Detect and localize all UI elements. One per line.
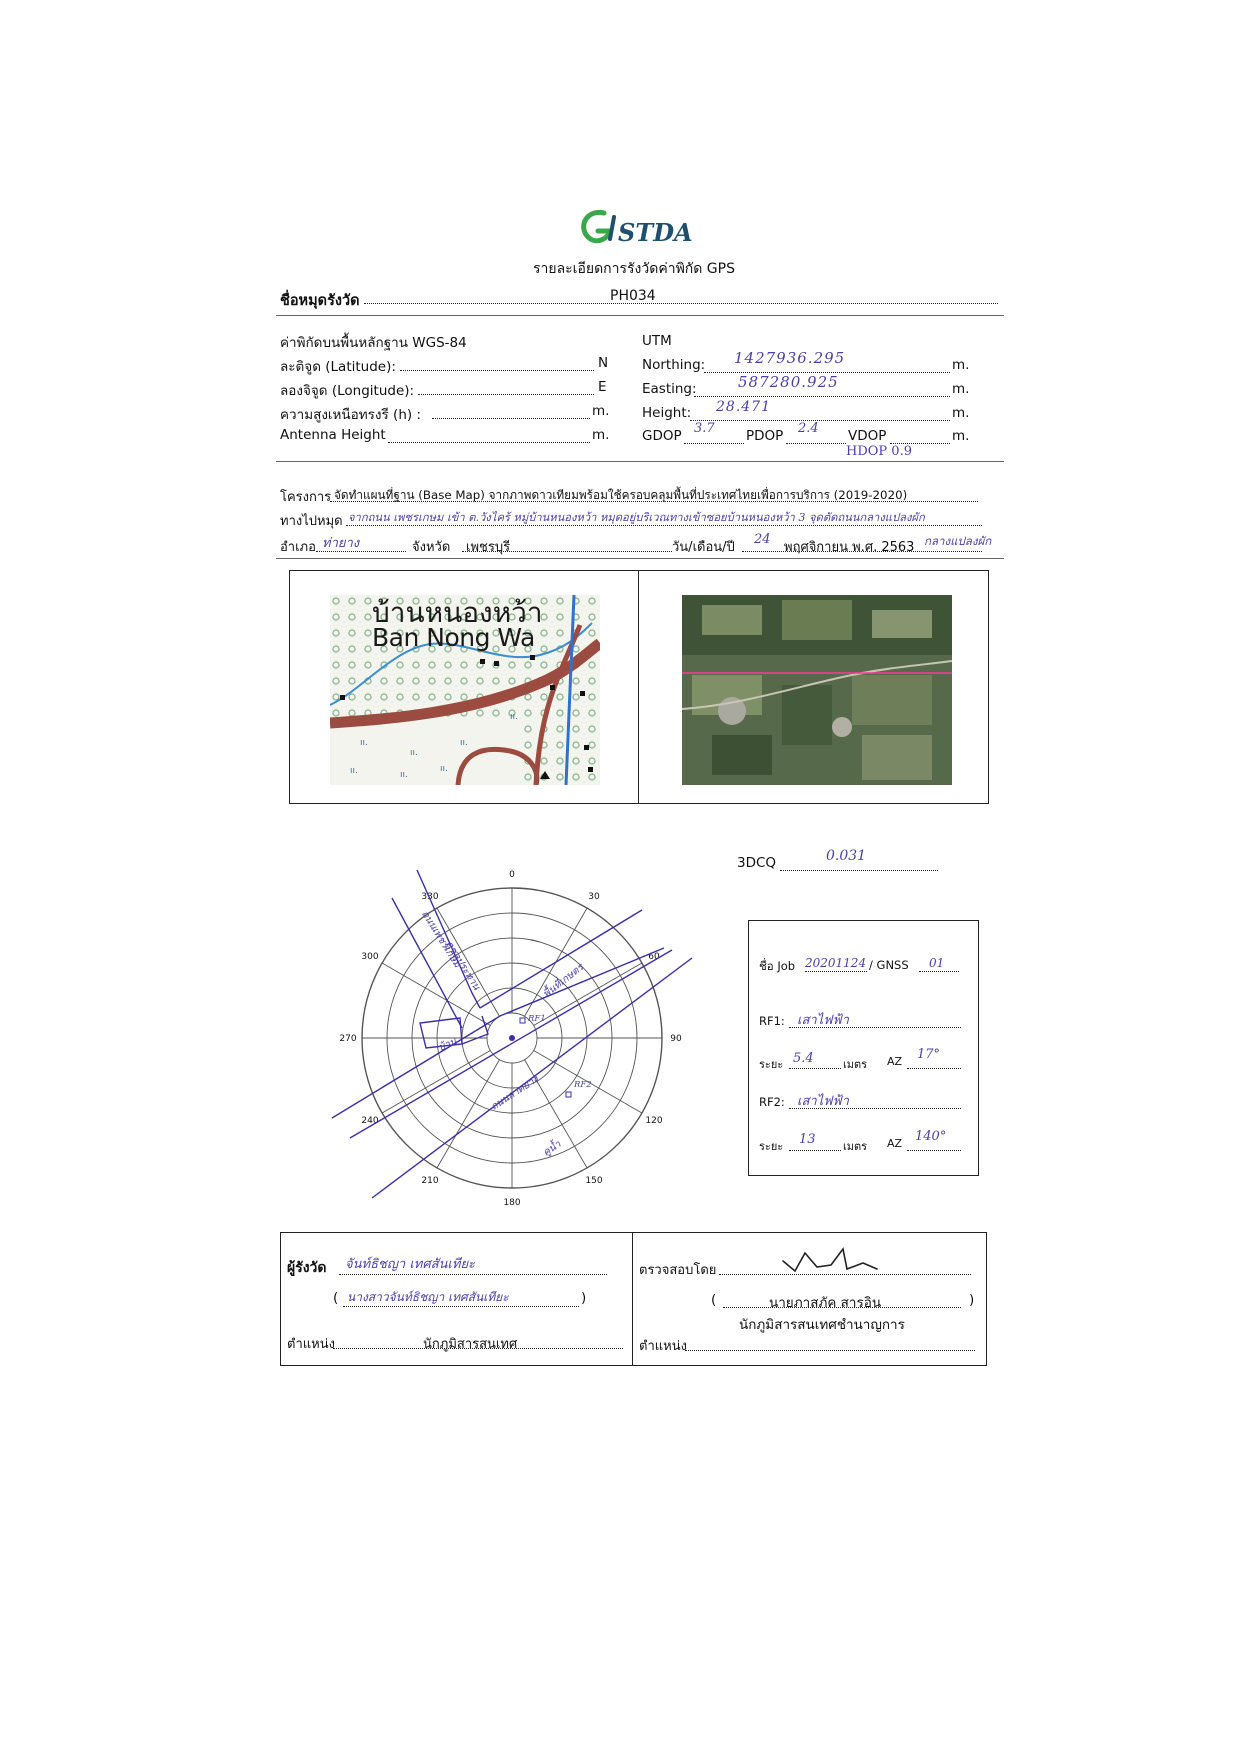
station-label: ชื่อหมุดรังวัด (280, 293, 360, 309)
svg-text:ıı.: ıı. (460, 738, 468, 748)
gnss-dotline (919, 971, 959, 972)
northing-label: Northing: (642, 357, 706, 373)
ellipsoid-height-label: ความสูงเหนือทรงรี (h) : (280, 407, 421, 423)
divider (276, 315, 1004, 316)
reference-polar-plot (312, 838, 712, 1238)
signature-box (280, 1232, 987, 1366)
az1-label: AZ (887, 1055, 903, 1068)
surveyor-name-open: ( (333, 1290, 339, 1306)
easting-value: 587280.925 (738, 373, 839, 391)
svg-text:ıı.: ıı. (440, 764, 448, 774)
gnss-label: / GNSS (869, 958, 909, 972)
rf1-label: RF1: (759, 1014, 785, 1028)
utm-height-dotline (690, 420, 950, 421)
polar-angle-label: 240 (361, 1116, 379, 1126)
surveyor-label: ผู้รังวัด (287, 1260, 327, 1276)
amphoe-value: ท่ายาง (322, 536, 360, 551)
divider (276, 558, 1004, 559)
polar-angle-label: 300 (361, 952, 379, 962)
route-label: ทางไปหมุด (280, 514, 343, 529)
polar-angle-label: 150 (585, 1176, 603, 1187)
province-value: เพชรบุรี (466, 540, 511, 555)
province-label: จังหวัด (412, 540, 451, 555)
satellite-image (682, 595, 952, 785)
rf2-marker (566, 1092, 571, 1097)
road-edge-line (332, 948, 664, 1118)
station-dotline (364, 303, 998, 304)
longitude-label: ลองจิจูด (Longitude): (280, 383, 415, 399)
project-label: โครงการ (280, 490, 332, 505)
rf1-marker (520, 1018, 525, 1023)
job-label: ชื่อ Job (759, 959, 796, 973)
northing-unit: m. (952, 357, 970, 373)
date-month-year: พฤศจิกายน พ.ศ. 2563 (784, 540, 915, 555)
svg-text:ıı.: ıı. (495, 692, 503, 702)
rf2-value: เสาไฟฟ้า (797, 1094, 849, 1109)
checker-name-open: ( (711, 1292, 717, 1308)
dist2-value: 13 (799, 1132, 816, 1147)
pdop-label: PDOP (746, 428, 784, 444)
dist2-dotline (789, 1150, 841, 1151)
latitude-unit: N (598, 355, 609, 371)
map-label-en: Ban Nong Wa (372, 623, 535, 652)
gdop-dotline (684, 443, 744, 444)
polar-angle-label: 30 (588, 891, 600, 902)
dcq-label: 3DCQ (737, 855, 777, 871)
job-info-box (748, 920, 979, 1176)
gistda-logo (574, 205, 714, 251)
hdop-value: HDOP 0.9 (846, 444, 912, 459)
checker-position-label: ตำแหน่ง (639, 1339, 687, 1354)
map-label-thai: บ้านหนองหว้า (372, 596, 543, 629)
svg-text:ıı.: ıı. (510, 712, 518, 722)
longitude-dotline (418, 394, 594, 395)
station-point (509, 1035, 515, 1041)
latitude-label: ละติจูด (Latitude): (280, 359, 396, 375)
checker-label: ตรวจสอบโดย (639, 1263, 717, 1278)
meter2-label: เมตร (843, 1140, 868, 1153)
northing-value: 1427936.295 (734, 349, 846, 367)
ellipsoid-height-dotline (432, 418, 590, 419)
date-day: 24 (754, 532, 771, 547)
dist1-dotline (789, 1068, 841, 1069)
canal-line (350, 950, 672, 1138)
surveyor-name: นางสาวจันท์ธิชญา เทศสันเทียะ (347, 1290, 509, 1304)
antenna-height-unit: m. (592, 427, 610, 443)
surveyor-position-label: ตำแหน่ง (287, 1337, 335, 1352)
polar-angle-label: 120 (645, 1116, 663, 1126)
annotation-dirt-road: ถนนลาดยาง (489, 1074, 541, 1113)
dcq-value: 0.031 (826, 848, 867, 864)
driveway-line (462, 1016, 488, 1044)
topo-map (330, 595, 600, 785)
location-panel (289, 570, 989, 804)
dist1-value: 5.4 (793, 1051, 814, 1066)
page-title: รายละเอียดการรังวัดค่าพิกัด GPS (533, 261, 735, 277)
date-extra: กลางแปลงผัก (924, 534, 992, 548)
rf2-label: RF2: (759, 1095, 785, 1109)
polar-angle-label: 90 (670, 1034, 682, 1044)
date-label: วัน/เดือน/ปี (672, 540, 735, 555)
annotation-rf2: RF2 (574, 1080, 592, 1090)
az1-value: 17° (917, 1047, 941, 1062)
gdop-value: 3.7 (694, 421, 715, 436)
longitude-unit: E (598, 379, 607, 395)
divider (276, 461, 1004, 462)
surveyor-position: นักภูมิสารสนเทศ (423, 1337, 518, 1352)
annotation-rf1: RF1 (528, 1014, 546, 1024)
easting-label: Easting: (642, 381, 697, 397)
checker-position: นักภูมิสารสนเทศชำนาญการ (739, 1317, 905, 1333)
checker-signature (781, 1243, 891, 1277)
az2-label: AZ (887, 1137, 903, 1150)
antenna-height-dotline (388, 442, 590, 443)
svg-text:ıı.: ıı. (410, 748, 418, 758)
vdop-label: VDOP (848, 428, 887, 444)
az1-dotline (907, 1068, 961, 1069)
svg-text:ıı.: ıı. (360, 738, 368, 748)
dist2-label: ระยะ (759, 1140, 784, 1153)
utm-height-value: 28.471 (716, 399, 771, 415)
farm-road-line (480, 910, 642, 1008)
pdop-value: 2.4 (798, 421, 819, 436)
az2-value: 140° (915, 1129, 947, 1144)
rf1-value: เสาไฟฟ้า (797, 1013, 849, 1028)
polar-angle-label: 270 (339, 1034, 357, 1044)
pdop-dotline (786, 443, 846, 444)
latitude-dotline (400, 370, 594, 371)
checker-name-close: ) (969, 1292, 975, 1308)
surveyor-signature: จันท์ธิชญา เทศสันเทียะ (345, 1257, 476, 1272)
utm-heading: UTM (642, 333, 672, 349)
route-value: จากถนน เพชรเกษม เข้า ต.วังไคร้ หมู่บ้านหนองหว้า หมุดอยู่บริเวณทางเข้าซอยบ้านหนองหว้า 3 จุดตัดถนนกลางแปลงผัก (348, 511, 925, 524)
annotation-canal: คูน้ำ (541, 1138, 564, 1159)
panel-divider (638, 571, 639, 803)
meter1-label: เมตร (843, 1058, 868, 1071)
job-value: 20201124 (805, 956, 867, 970)
gdop-label: GDOP (642, 428, 682, 444)
surveyor-name-close: ) (581, 1290, 587, 1306)
easting-dotline (694, 396, 950, 397)
project-value: จัดทำแผนที่ฐาน (Base Map) จากภาพดาวเทียมพร้อมใช้ครอบคลุมพื้นที่ประเทศไทยเพื่อการบริการ (2019-2020) (334, 488, 908, 502)
annotation-house: บ้าน (436, 1036, 459, 1054)
easting-unit: m. (952, 381, 970, 397)
dcq-dotline (780, 870, 938, 871)
utm-height-unit: m. (952, 405, 970, 421)
az2-dotline (907, 1150, 961, 1151)
annotation-farm: พื้นที่เกษตร (541, 962, 586, 1001)
checker-position-dotline (685, 1350, 975, 1351)
annotation-road: ถนนเพชรเกษม (418, 909, 463, 970)
utm-height-label: Height: (642, 405, 692, 421)
amphoe-label: อำเภอ (280, 540, 316, 555)
svg-text:STDA: STDA (618, 218, 693, 247)
station-value: PH034 (610, 288, 656, 304)
antenna-height-label: Antenna Height (280, 427, 386, 443)
polar-angle-label: 180 (503, 1198, 521, 1208)
polar-angle-label: 60 (648, 952, 660, 962)
checker-name: นายภาสภัค สารอิน (769, 1295, 882, 1311)
svg-text:ıı.: ıı. (350, 766, 358, 776)
annotation-irrigation: คูชลประทาน (442, 939, 482, 993)
polar-angle-label: 210 (421, 1176, 439, 1187)
surveyor-dotline (339, 1274, 607, 1275)
wgs84-heading: ค่าพิกัดบนพื้นหลักฐาน WGS-84 (280, 335, 467, 351)
job-dotline (805, 971, 867, 972)
signature-divider (632, 1233, 633, 1365)
ellipsoid-height-unit: m. (592, 403, 610, 419)
dist1-label: ระยะ (759, 1058, 784, 1071)
polar-angle-label: 0 (509, 870, 515, 880)
polar-angle-label: 330 (421, 891, 439, 902)
gnss-value: 01 (929, 956, 945, 970)
svg-text:ıı.: ıı. (400, 770, 408, 780)
vdop-unit: m. (952, 428, 970, 444)
